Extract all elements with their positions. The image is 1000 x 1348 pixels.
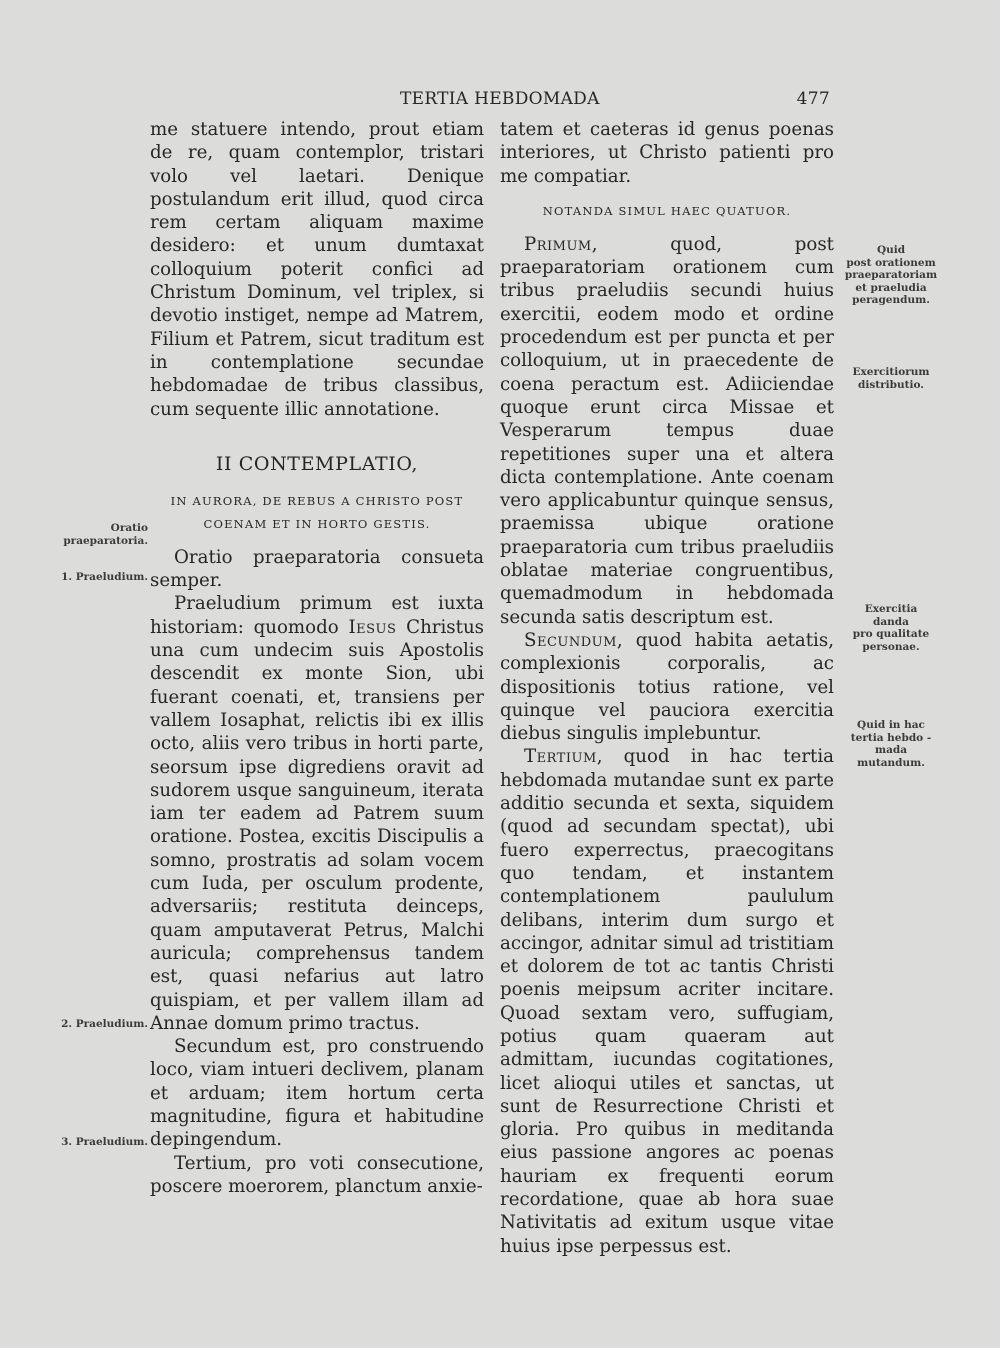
margin-note-quid-line-4: et praeludia	[855, 281, 927, 294]
margin-note-mutandum-line-3: mada	[874, 744, 908, 756]
praeludium-1-paragraph	[150, 592, 484, 1035]
margin-note-danda-line-1: Exercitia	[864, 603, 918, 615]
secundum-paragraph	[500, 629, 834, 745]
margin-note-quid-line-1: Quid	[876, 244, 906, 256]
praeludium-3-paragraph: Tertium, pro voti consecutione, poscere moerorem, planctum anxie-	[150, 1152, 484, 1197]
margin-note-oratio	[30, 522, 148, 547]
section-subheading	[150, 490, 484, 536]
primum-lead: Primum	[524, 233, 592, 255]
notanda-heading: NOTANDA SIMUL HAEC QUATUOR.	[542, 203, 792, 218]
right-continued-paragraph: tatem et caeteras id genus poenas interiores, ut Christo patienti pro me compatiar.	[500, 119, 834, 187]
margin-note-mutandum	[840, 719, 942, 769]
margin-note-praeludium-1: 1. Praeludium.	[61, 571, 148, 583]
margin-note-praeludium-3: 3. Praeludium.	[61, 1136, 148, 1148]
praeludium-1-name: Iesus	[348, 616, 397, 638]
primum-text: , quod, post praeparatoriam orationem cum tribus praeludiis secundi huius exercitii, eodem modo et ordine procedendum est per puncta et per colloquium, ut in praecedente de coena peractum est. Adiiciendae quoque erunt circa Missae et Vesperarum tempus duae repetitiones super una et altera dicta contemplatione. Ante coenam vero applicabuntur quinque sensus, praemissa ubique oratione praeparatoria cum tribus praeludiis oblatae materiae congruentibus, quemadmodum in hebdomada secunda satis descriptum est.	[500, 233, 834, 628]
margin-note-distributio-line-2: distributio.	[858, 378, 924, 391]
secundum-lead: Secundum	[524, 629, 617, 651]
praeludium-2-paragraph: Secundum est, pro construendo loco, viam intueri declivem, planam et arduam; item hortum certa magnitudine, figura et habitudine depingendum.	[150, 1036, 484, 1151]
margin-note-mutandum-line-1: Quid in hac	[857, 719, 925, 731]
tertium-lead: Tertium	[524, 746, 597, 768]
right-column	[500, 118, 834, 1258]
margin-note-quid-line-3: praeparatoriam	[844, 269, 938, 281]
tertium-paragraph	[500, 745, 834, 1258]
running-head	[150, 89, 830, 117]
secundum-text: , quod habita aetatis, complexionis corporalis, ac dispositionis totius ratione, vel quinque vel pauciora exercitia diebus singulis implebuntur.	[500, 629, 834, 745]
margin-note-oratio-line-1: Oratio	[110, 522, 148, 534]
primum-paragraph	[500, 233, 834, 629]
margin-note-danda-line-2: danda	[873, 615, 909, 628]
subheading-line-2: COENAM ET IN HORTO GESTIS.	[203, 516, 431, 531]
margin-note-quid-line-5: peragendum.	[852, 294, 930, 306]
praeludium-1-text-b: Christus una cum undecim suis Apostolis descendit ex monte Sion, ubi fuerant coenati, et, transiens per vallem Iosaphat, relictis ibi ex illis octo, aliis vero tribus in horti parte, seorsum ipse digrediens oravit ad sudorem usque sanguineum, iterata iam ter eadem ad Patrem suum oratione. Postea, excitis Discipulis a somno, prostratis ad solam vocem cum Iuda, per osculum prodente, adversariis; restituta deinceps, quam amputaverat Petrus, Malchi auricula; comprehensus tandem est, quasi nefarius aut latro quispiam, et per vallem illam ad Annae domum primo tractus.	[150, 616, 484, 1034]
margin-note-exercitia-danda	[840, 603, 942, 653]
praeludium-1-text-a: Praeludium primum est iuxta historiam: quomodo	[150, 593, 484, 638]
margin-note-praeludium-2: 2. Praeludium.	[61, 1018, 148, 1030]
margin-note-quid-line-2: post orationem	[846, 256, 936, 269]
margin-note-oratio-line-2: praeparatoria.	[63, 534, 148, 547]
tertium-text: , quod in hac tertia hebdomada mutandae sunt ex parte additio secunda et sexta, siquidem (quod ad secundam spectat), ubi fuero experrectus, praecogitans quo tendam, et instantem contemplationem paululum delibans, interim dum surgo et accingor, adnitar simul ad tristitiam et dolorem de tot ac tantis Christi poenis meipsum acriter incitare. Quoad sextam vero, suffugiam, potius quam quaeram aut admittam, iucundas cogitationes, licet alioqui utiles et sanctas, ut sunt de Resurrectione Christi et gloria. Pro quibus in meditanda eius passione angores ac poenas hauriam ex frequenti eorum recordatione, quae ab hora suae Nativitatis ad exitum usque vitae huius ipse perpessus est.	[500, 746, 834, 1257]
margin-note-mutandum-line-4: mutandum.	[857, 756, 925, 769]
running-title: TERTIA HEBDOMADA	[400, 89, 600, 109]
margin-note-distributio-line-1: Exercitiorum	[852, 366, 930, 378]
left-continued-paragraph: me statuere intendo, prout etiam de re, quam contemplor, tristari volo vel laetari. Denique postulandum erit illud, quod circa rem certam aliquam maxime desidero: et unum dumtaxat colloquium poterit confici ad Christum Dominum, vel triplex, si devotio instiget, nempe ad Matrem, Filium et Patrem, sicut traditum est in contemplatione secundae hebdomadae de tribus classibus, cum sequente illic annotatione.	[150, 119, 484, 420]
margin-note-quid	[840, 244, 942, 307]
left-column	[150, 118, 484, 1198]
section-heading: II CONTEMPLATIO,	[215, 452, 419, 475]
oratio-paragraph: Oratio praeparatoria consueta semper.	[150, 546, 484, 592]
page-number: 477	[796, 89, 830, 109]
margin-note-distributio	[840, 366, 942, 391]
margin-note-danda-line-4: personae.	[862, 640, 920, 653]
margin-note-mutandum-line-2: tertia hebdo -	[850, 731, 932, 744]
subheading-line-1: IN AURORA, DE REBUS A CHRISTO POST	[170, 493, 464, 508]
margin-note-danda-line-3: pro qualitate	[852, 628, 930, 640]
